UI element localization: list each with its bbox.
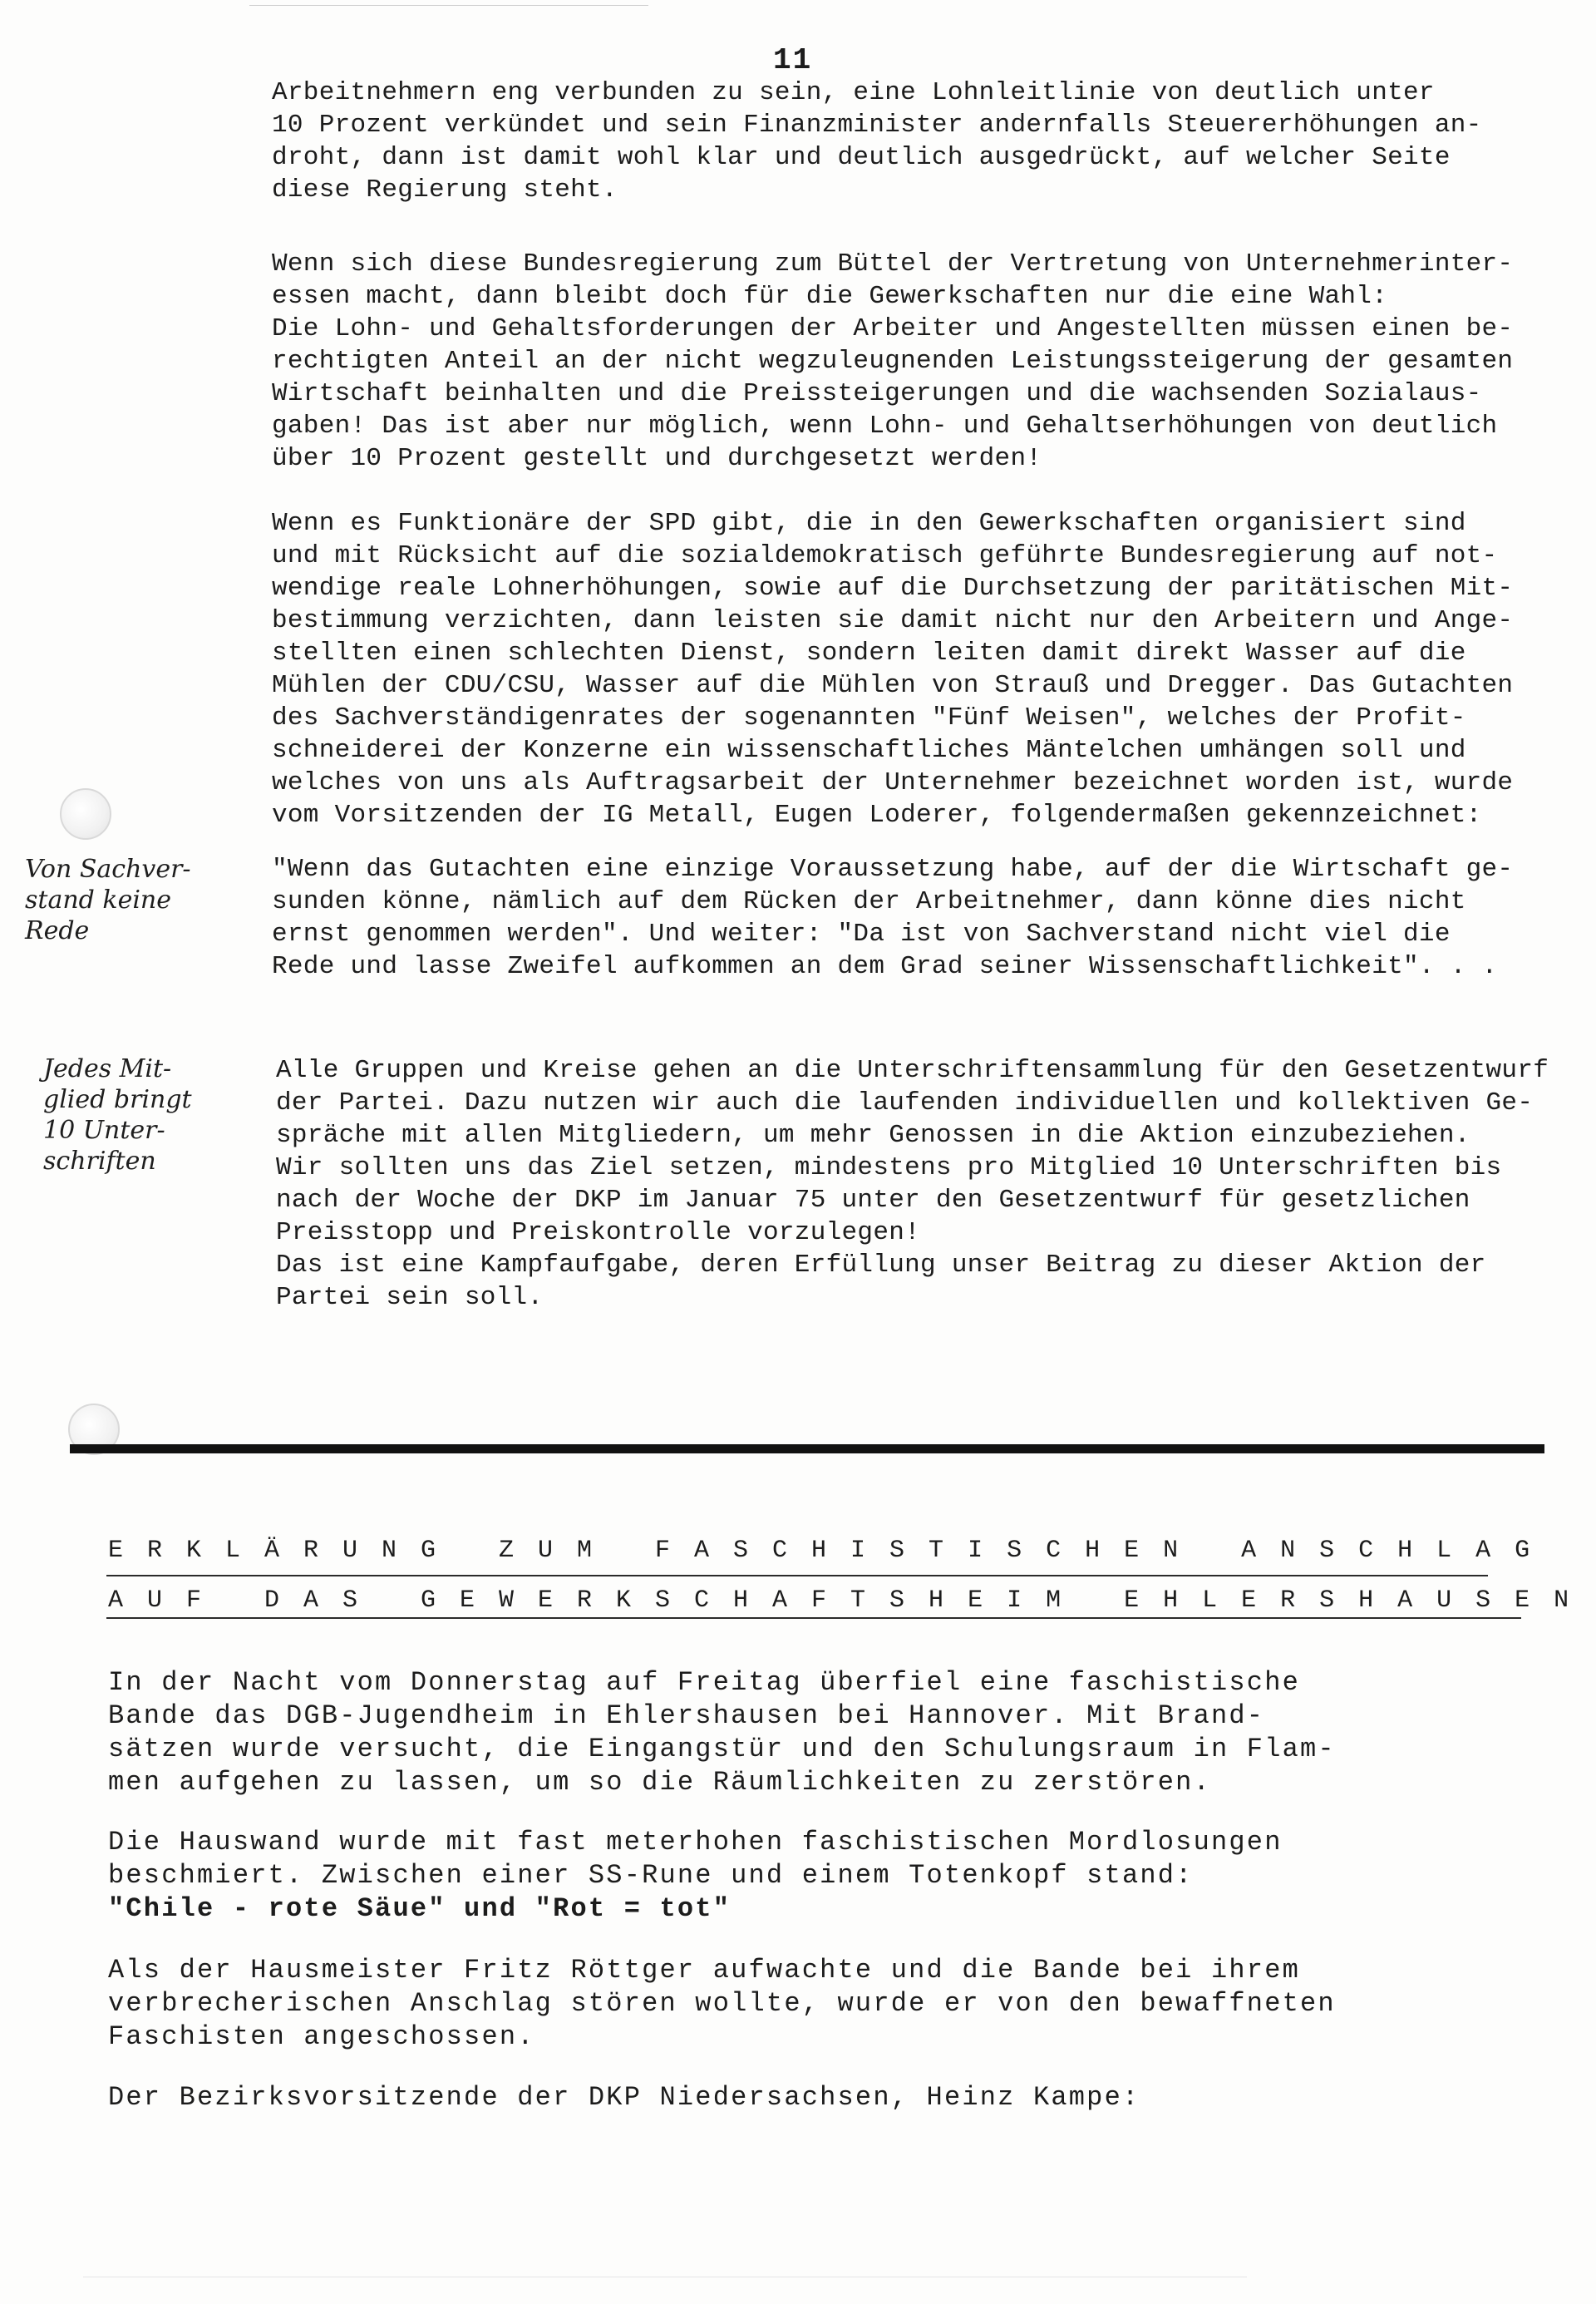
text-line: welches von uns als Auftragsarbeit der Unternehmer bezeichnet worden ist, wurde xyxy=(272,768,1514,797)
punch-hole xyxy=(60,788,111,840)
margin-note-sachverstand xyxy=(25,854,191,946)
margin-note-unterschriften xyxy=(43,1053,192,1177)
text-line: Der Bezirksvorsitzende der DKP Niedersachsen, Heinz Kampe: xyxy=(108,2082,1140,2113)
text-line: vom Vorsitzenden der IG Metall, Eugen Loderer, folgendermaßen gekennzeichnet: xyxy=(272,801,1482,830)
text-line: beschmiert. Zwischen einer SS-Rune und einem Totenkopf stand: xyxy=(108,1860,1194,1891)
text-line: "Wenn das Gutachten eine einzige Voraussetzung habe, auf der die Wirtschaft ge- xyxy=(272,855,1514,884)
article-heading-line-1: ERKLÄRUNG ZUM FASCHISTISCHEN ANSCHLAG xyxy=(108,1537,1554,1565)
text-line: Bande das DGB-Jugendheim in Ehlershausen bei Hannover. Mit Brand- xyxy=(108,1700,1265,1731)
section-divider xyxy=(70,1444,1544,1453)
text-line: und mit Rücksicht auf die sozialdemokratisch geführte Bundesregierung auf not- xyxy=(272,541,1498,570)
text-line: ernst genommen werden". Und weiter: "Da ist von Sachverstand nicht viel die xyxy=(272,920,1451,949)
text-line: spräche mit allen Mitgliedern, um mehr Genossen in die Aktion einzubeziehen. xyxy=(276,1121,1470,1150)
text-line: sunden könne, nämlich auf dem Rücken der Arbeitnehmer, dann könne dies nicht xyxy=(272,887,1466,916)
margin-note-line: stand keine xyxy=(25,886,172,915)
scan-edge-top xyxy=(249,5,648,6)
paragraph-2 xyxy=(272,248,1513,475)
heading-underline xyxy=(106,1617,1521,1619)
margin-note-line: Von Sachver- xyxy=(25,855,191,884)
text-line: des Sachverständigenrates der sogenannten "Fünf Weisen", welches der Profit- xyxy=(272,703,1466,733)
text-line: diese Regierung steht. xyxy=(272,175,618,205)
margin-note-line: schriften xyxy=(43,1147,156,1176)
heading-underline xyxy=(106,1575,1488,1576)
text-line: wendige reale Lohnerhöhungen, sowie auf die Durchsetzung der paritätischen Mit- xyxy=(272,574,1514,603)
text-line: nach der Woche der DKP im Januar 75 unter den Gesetzentwurf für gesetzlichen xyxy=(276,1186,1470,1215)
text-line: stellten einen schlechten Dienst, sondern leiten damit direkt Wasser auf die xyxy=(272,639,1466,668)
text-line: Partei sein soll. xyxy=(276,1283,544,1312)
text-line: men aufgehen zu lassen, um so die Räumlichkeiten zu zerstören. xyxy=(108,1767,1211,1798)
text-line: sätzen wurde versucht, die Eingangstür und den Schulungsraum in Flam- xyxy=(108,1734,1336,1764)
margin-note-line: Rede xyxy=(25,916,90,945)
text-line: Preisstopp und Preiskontrolle vorzulegen! xyxy=(276,1218,921,1247)
text-line: Wenn es Funktionäre der SPD gibt, die in den Gewerkschaften organisiert sind xyxy=(272,509,1466,538)
text-line: Die Hauswand wurde mit fast meterhohen faschistischen Mordlosungen xyxy=(108,1827,1283,1858)
paragraph-5 xyxy=(276,1054,1549,1314)
text-line: Das ist eine Kampfaufgabe, deren Erfüllung unser Beitrag zu dieser Aktion der xyxy=(276,1251,1486,1280)
paragraph-3 xyxy=(272,507,1513,831)
text-line: Alle Gruppen und Kreise gehen an die Unterschriftensammlung für den Gesetzentwurf xyxy=(276,1056,1549,1085)
margin-note-line: Jedes Mit- xyxy=(43,1054,172,1083)
text-line: Als der Hausmeister Fritz Röttger aufwachte und die Bande bei ihrem xyxy=(108,1955,1301,1986)
text-line: "Chile - rote Säue" und "Rot = tot" xyxy=(108,1893,732,1924)
text-line: Wir sollten uns das Ziel setzen, mindestens pro Mitglied 10 Unterschriften bis xyxy=(276,1153,1502,1182)
text-line: der Partei. Dazu nutzen wir auch die laufenden individuellen und kollektiven Ge- xyxy=(276,1088,1534,1117)
margin-note-line: glied bringt xyxy=(43,1085,192,1114)
paragraph-1 xyxy=(272,76,1482,206)
text-line: Die Lohn- und Gehaltsforderungen der Arbeiter und Angestellten müssen einen be- xyxy=(272,314,1514,343)
article-paragraph-1 xyxy=(108,1666,1336,1799)
text-line: rechtigten Anteil an der nicht wegzuleugnenden Leistungssteigerung der gesamten xyxy=(272,347,1514,376)
text-line: verbrecherischen Anschlag stören wollte, wurde er von den bewaffneten xyxy=(108,1988,1336,2019)
text-line: bestimmung verzichten, dann leisten sie damit nicht nur den Arbeitern und Ange- xyxy=(272,606,1514,635)
text-line: Wirtschaft beinhalten und die Preissteigerungen und die wachsenden Sozialaus- xyxy=(272,379,1482,408)
text-line: Wenn sich diese Bundesregierung zum Büttel der Vertretung von Unternehmerinter- xyxy=(272,249,1514,279)
text-line: schneiderei der Konzerne ein wissenschaftliches Mäntelchen umhängen soll und xyxy=(272,736,1466,765)
text-line: Mühlen der CDU/CSU, Wasser auf die Mühlen von Strauß und Dregger. Das Gutachten xyxy=(272,671,1514,700)
article-heading-line-2: AUF DAS GEWERKSCHAFTSHEIM EHLERSHAUSEN xyxy=(108,1586,1594,1615)
page-number: 11 xyxy=(773,43,813,77)
text-line: Rede und lasse Zweifel aufkommen an dem Grad seiner Wissenschaftlichkeit". . . xyxy=(272,952,1498,981)
text-line: gaben! Das ist aber nur möglich, wenn Lohn- und Gehaltserhöhungen von deutlich xyxy=(272,412,1498,441)
text-line: essen macht, dann bleibt doch für die Gewerkschaften nur die eine Wahl: xyxy=(272,282,1388,311)
paragraph-4-quote xyxy=(272,853,1513,983)
text-line: In der Nacht vom Donnerstag auf Freitag überfiel eine faschistische xyxy=(108,1667,1301,1698)
text-line: Faschisten angeschossen. xyxy=(108,2021,535,2052)
article-paragraph-3 xyxy=(108,1954,1336,2054)
article-paragraph-2 xyxy=(108,1826,1283,1926)
text-line: 10 Prozent verkündet und sein Finanzminister andernfalls Steuererhöhungen an- xyxy=(272,111,1482,140)
text-line: über 10 Prozent gestellt und durchgesetzt werden! xyxy=(272,444,1042,473)
text-line: Arbeitnehmern eng verbunden zu sein, eine Lohnleitlinie von deutlich unter xyxy=(272,78,1435,107)
article-paragraph-4 xyxy=(108,2081,1140,2114)
margin-note-line: 10 Unter- xyxy=(43,1116,165,1145)
text-line: droht, dann ist damit wohl klar und deutlich ausgedrückt, auf welcher Seite xyxy=(272,143,1451,172)
